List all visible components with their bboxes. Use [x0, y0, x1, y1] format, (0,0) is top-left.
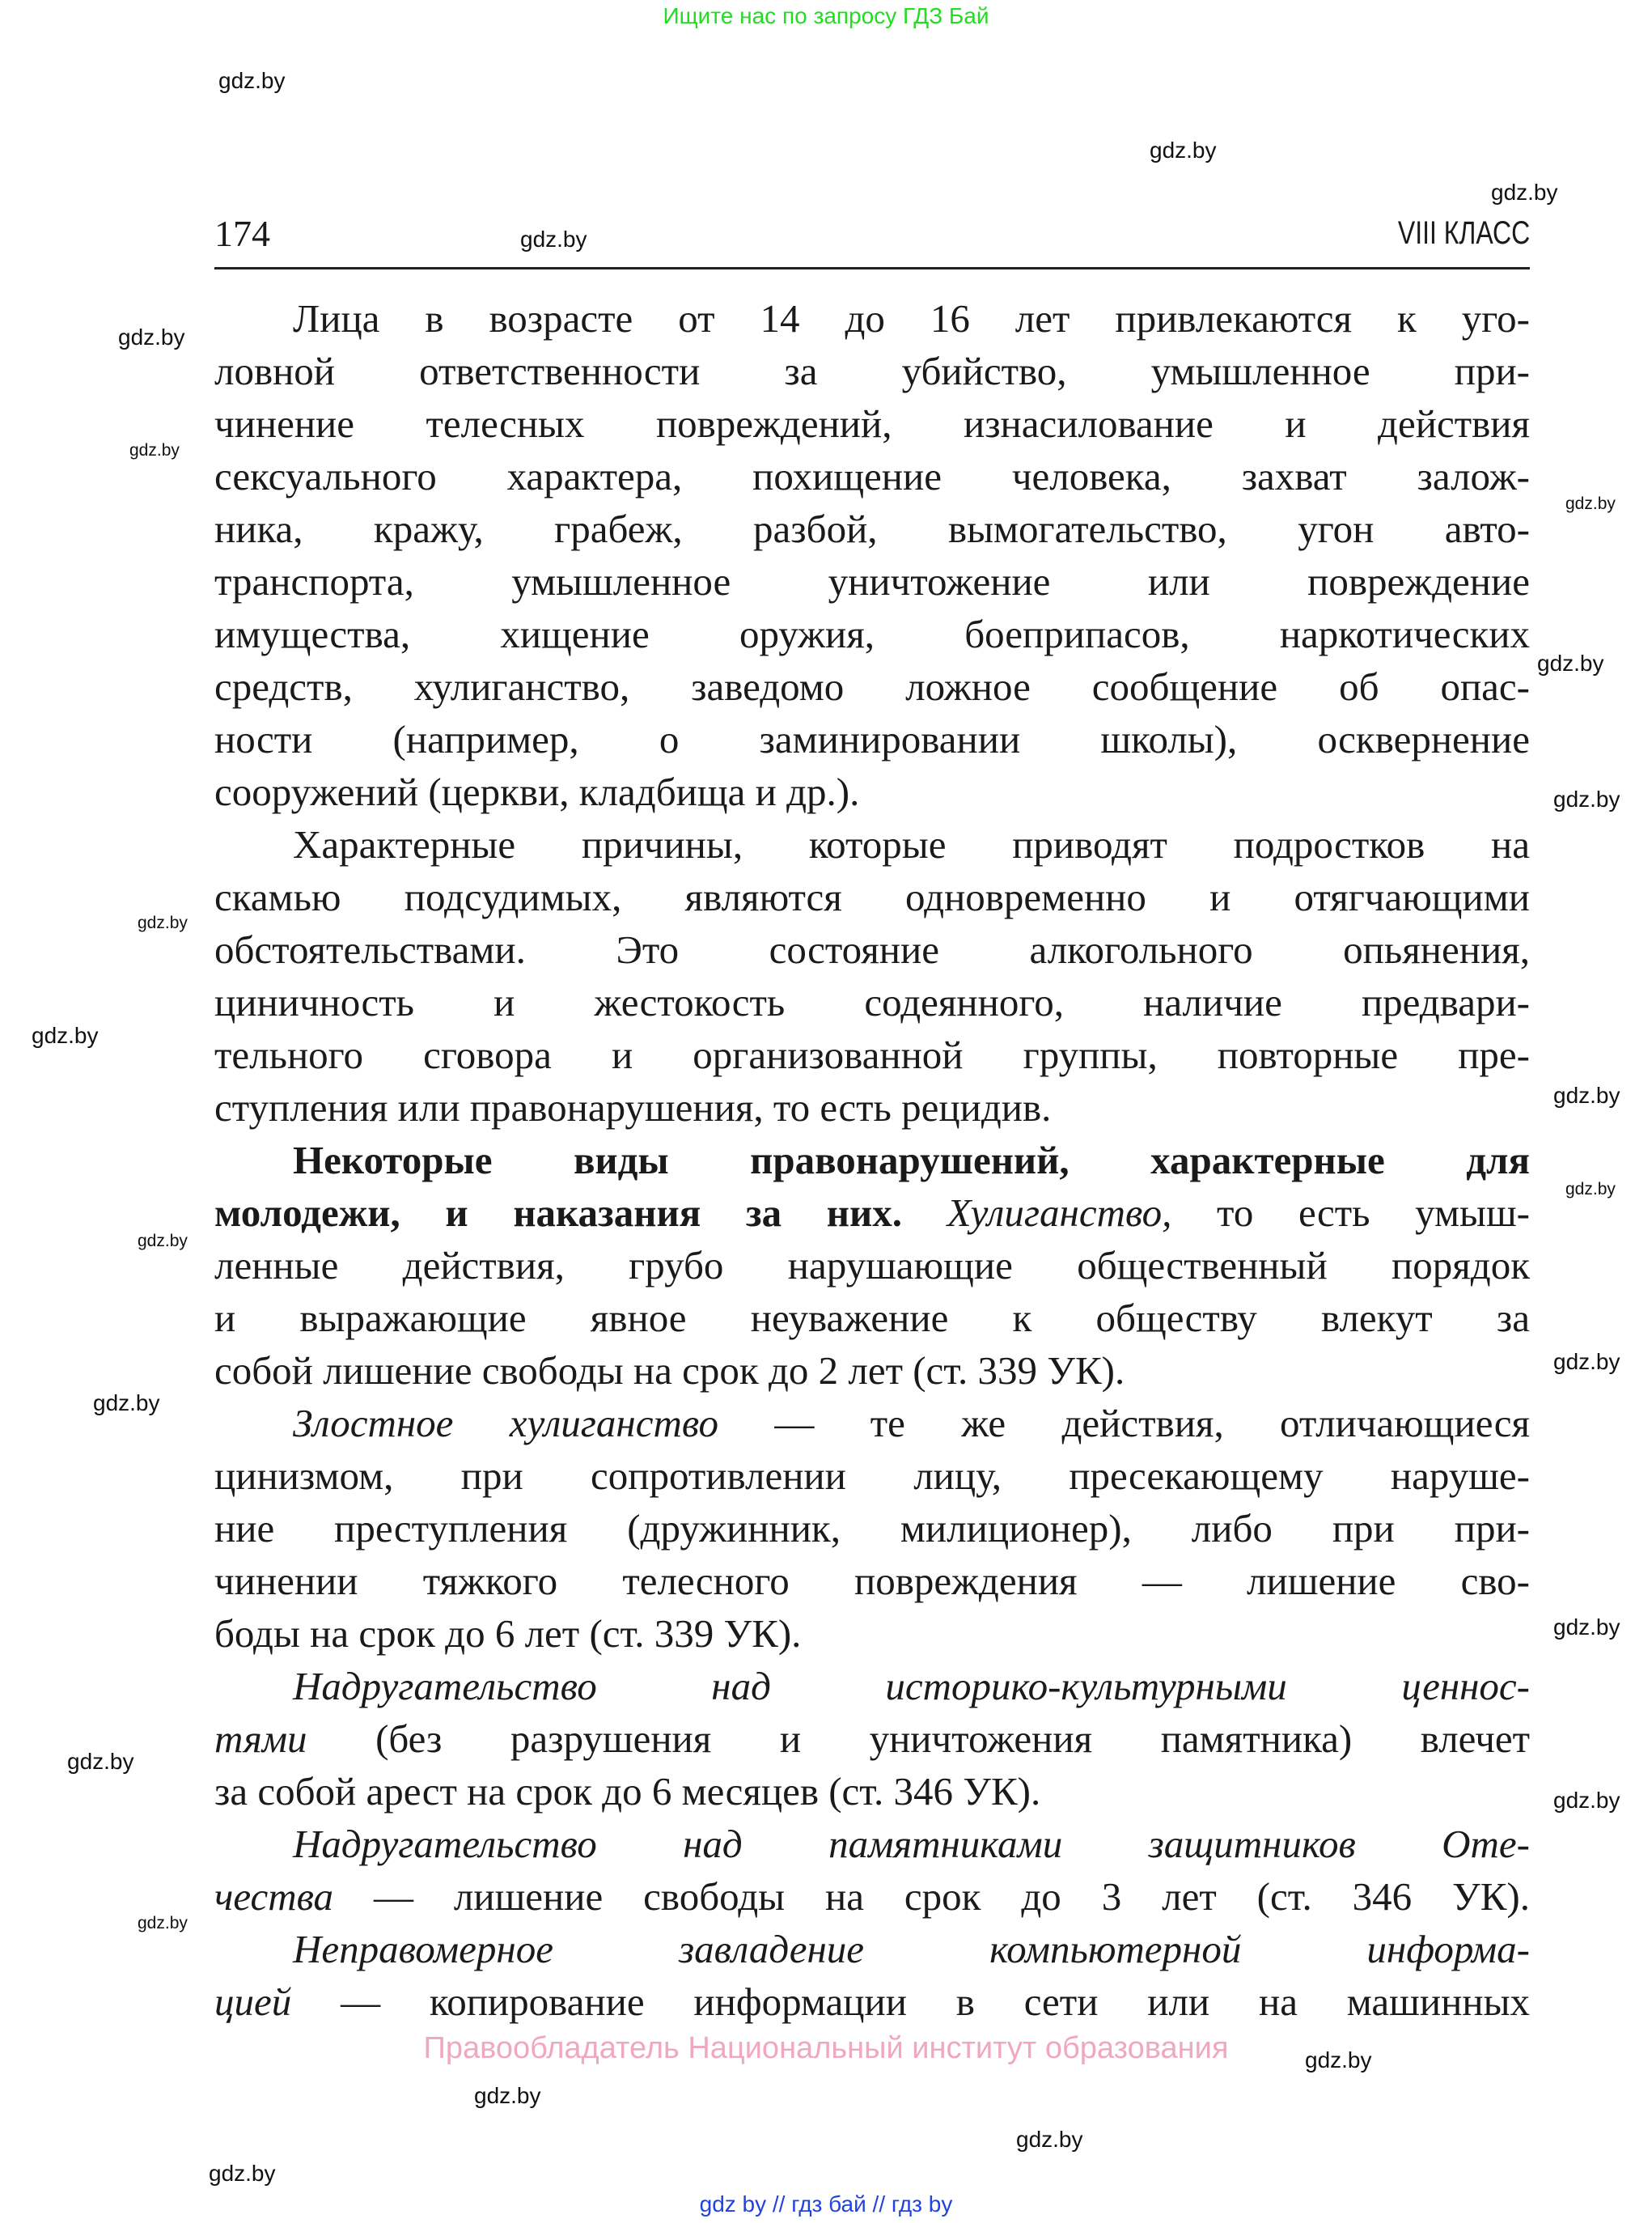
text-run: (без разрушения и уничтожения памятника) влечет	[307, 1716, 1530, 1761]
bold-text: Некоторые виды правонарушений, характерные для	[293, 1138, 1530, 1182]
text-line	[214, 818, 1530, 871]
text-run: — те же действия, отличающиеся	[718, 1401, 1530, 1445]
search-banner: Ищите нас по запросу ГДЗ Бай	[663, 3, 989, 28]
text-line	[214, 1134, 1530, 1186]
watermark: gdz.by	[138, 1232, 188, 1250]
body-text	[214, 292, 1530, 2028]
text-line	[214, 608, 1530, 660]
text-line	[214, 1818, 1530, 1870]
watermark: gdz.by	[93, 1390, 160, 1415]
text-line	[214, 1397, 1530, 1449]
watermark: gdz.by	[1553, 1349, 1620, 1374]
text-line	[214, 555, 1530, 608]
bold-text: молодежи, и наказания за них.	[214, 1190, 902, 1235]
text-run: ступления или правонарушения, то есть рецидив.	[214, 1085, 1052, 1130]
text-run: обстоятельствами. Это состояние алкогольного опьянения,	[214, 927, 1530, 972]
text-line	[214, 1081, 1530, 1134]
text-line	[214, 1344, 1530, 1397]
watermark: gdz.by	[218, 68, 286, 93]
page-number: 174	[214, 213, 270, 254]
text-run: чинение телесных повреждений, изнасилование и действия	[214, 401, 1530, 446]
text-line	[214, 871, 1530, 923]
text-line	[214, 1186, 1530, 1239]
text-line	[214, 923, 1530, 976]
italic-text: Хулиганство,	[947, 1190, 1172, 1235]
text-run: тельного сговора и организованной группы, повторные пре-	[214, 1033, 1530, 1077]
text-line	[214, 1502, 1530, 1555]
text-run: ловной ответственности за убийство, умышленное при-	[214, 349, 1530, 393]
watermark: gdz.by	[1553, 1788, 1620, 1813]
watermark: gdz.by	[209, 2161, 276, 2186]
text-line	[214, 976, 1530, 1029]
text-line	[214, 1449, 1530, 1502]
site-banner[interactable]: gdz by // гдз бай // гдз by	[699, 2191, 953, 2217]
text-run: боды на срок до 6 лет (ст. 339 УК).	[214, 1611, 802, 1656]
text-run: средств, хулиганство, заведомо ложное сообщение об опас-	[214, 664, 1530, 709]
watermark: gdz.by	[1305, 2047, 1372, 2072]
italic-text: чества	[214, 1874, 334, 1919]
text-line	[214, 1712, 1530, 1765]
text-run	[902, 1190, 947, 1235]
text-run: скамью подсудимых, являются одновременно и отягчающими	[214, 875, 1530, 919]
text-run: сексуального характера, похищение человека, захват залож-	[214, 454, 1530, 498]
italic-text: Злостное хулиганство	[293, 1401, 718, 1445]
text-line	[214, 292, 1530, 345]
text-line	[214, 660, 1530, 713]
text-line	[214, 1975, 1530, 2028]
text-line	[214, 1765, 1530, 1818]
text-line	[214, 1870, 1530, 1923]
text-run: — копирование информации в сети или на машинных	[291, 1979, 1530, 2024]
text-line	[214, 345, 1530, 397]
italic-text: Надругательство над памятниками защитников Оте-	[293, 1822, 1530, 1866]
text-run: ника, кражу, грабеж, разбой, вымогательство, угон авто-	[214, 507, 1530, 551]
text-run: чинении тяжкого телесного повреждения — лишение сво-	[214, 1559, 1530, 1603]
watermark: gdz.by	[1553, 787, 1620, 812]
copyright-notice: Правообладатель Национальный институт образования	[423, 2031, 1229, 2065]
text-run: транспорта, умышленное уничтожение или повреждение	[214, 559, 1530, 604]
text-line	[214, 713, 1530, 766]
watermark: gdz.by	[138, 1914, 188, 1932]
watermark: gdz.by	[118, 325, 185, 350]
italic-text: тями	[214, 1716, 307, 1761]
text-line	[214, 450, 1530, 503]
text-run: имущества, хищение оружия, боеприпасов, наркотических	[214, 612, 1530, 656]
section-title: VIII КЛАСС	[1397, 215, 1530, 251]
text-run: ности (например, о заминировании школы), осквернение	[214, 717, 1530, 762]
italic-text: Надругательство над историко-культурными ценнос-	[293, 1664, 1530, 1708]
text-run: собой лишение свободы на срок до 2 лет (ст. 339 УК).	[214, 1348, 1125, 1393]
text-run: ленные действия, грубо нарушающие общественный порядок	[214, 1243, 1530, 1288]
text-line	[214, 503, 1530, 555]
text-run: сооружений (церкви, кладбища и др.).	[214, 770, 860, 814]
watermark: gdz.by	[32, 1023, 99, 1048]
watermark: gdz.by	[1150, 138, 1217, 163]
text-line	[214, 1923, 1530, 1975]
text-line	[214, 1607, 1530, 1660]
header-rule	[214, 267, 1530, 269]
italic-text: Неправомерное завладение компьютерной информа-	[293, 1927, 1530, 1971]
text-line	[214, 1029, 1530, 1081]
watermark: gdz.by	[1016, 2127, 1083, 2152]
text-line	[214, 766, 1530, 818]
text-run: ние преступления (дружинник, милиционер), либо при при-	[214, 1506, 1530, 1551]
watermark: gdz.by	[67, 1749, 134, 1774]
text-line	[214, 397, 1530, 450]
italic-text: цией	[214, 1979, 292, 2024]
watermark: gdz.by	[1491, 180, 1558, 205]
text-run: — лишение свободы на срок до 3 лет (ст. 346 УК).	[333, 1874, 1530, 1919]
watermark: gdz.by	[1565, 1180, 1616, 1198]
text-run: циничность и жестокость содеянного, наличие предвари-	[214, 980, 1530, 1025]
watermark: gdz.by	[520, 227, 587, 252]
watermark: gdz.by	[474, 2083, 541, 2108]
text-run: и выражающие явное неуважение к обществу влекут за	[214, 1296, 1530, 1340]
text-run: Лица в возрасте от 14 до 16 лет привлекаются к уго-	[293, 296, 1530, 341]
text-run: Характерные причины, которые приводят подростков на	[293, 822, 1530, 867]
text-run: за собой арест на срок до 6 месяцев (ст. 346 УК).	[214, 1769, 1041, 1814]
watermark: gdz.by	[129, 441, 180, 460]
watermark: gdz.by	[1537, 651, 1604, 676]
watermark: gdz.by	[138, 914, 188, 932]
text-run: цинизмом, при сопротивлении лицу, пресекающему наруше-	[214, 1453, 1530, 1498]
text-line	[214, 1292, 1530, 1344]
text-line	[214, 1660, 1530, 1712]
text-run: то есть умыш-	[1171, 1190, 1530, 1235]
text-line	[214, 1555, 1530, 1607]
text-line	[214, 1239, 1530, 1292]
watermark: gdz.by	[1553, 1614, 1620, 1640]
watermark: gdz.by	[1553, 1083, 1620, 1108]
watermark: gdz.by	[1565, 494, 1616, 513]
